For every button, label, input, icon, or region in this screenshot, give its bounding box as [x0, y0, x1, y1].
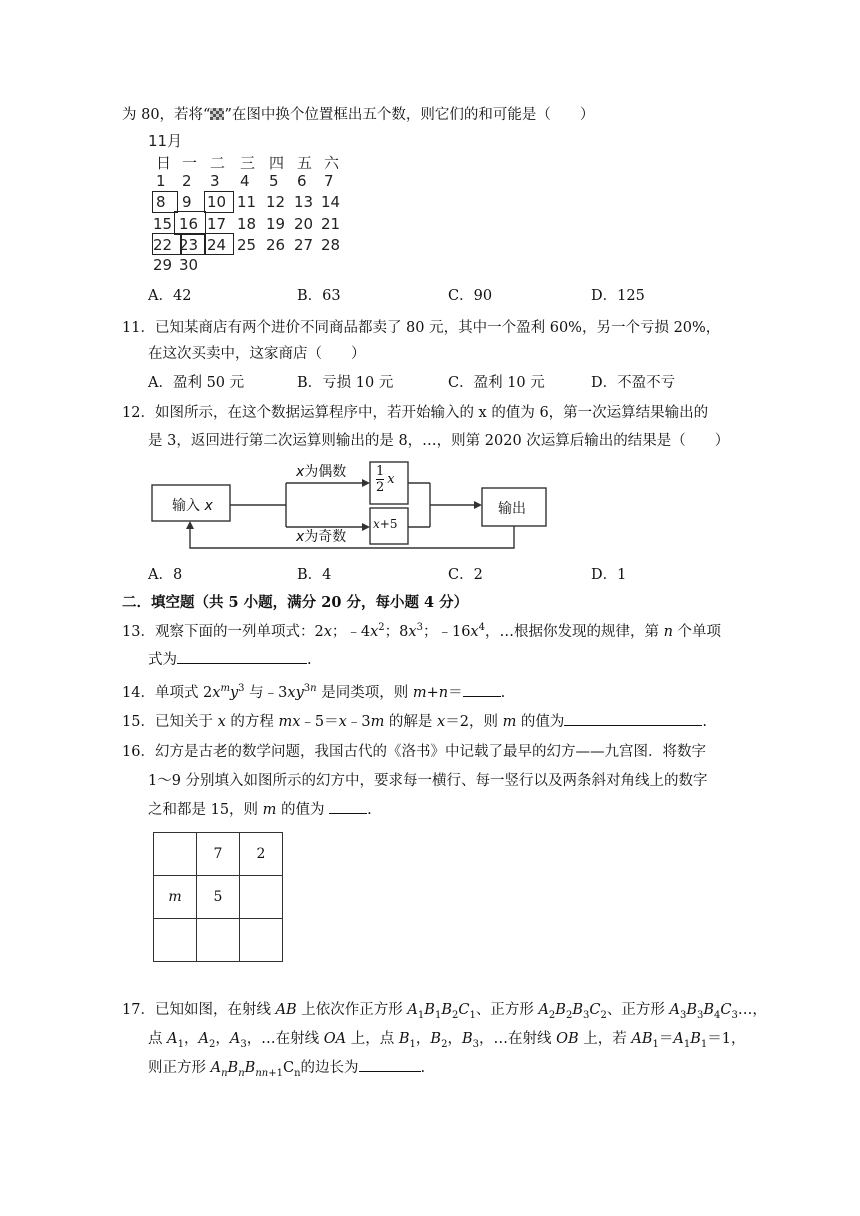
- q16-line3: 之和都是 15，则 m 的值为 .: [148, 802, 372, 818]
- answer-blank[interactable]: [359, 1071, 421, 1072]
- q11-option-b: B．亏损 10 元: [297, 375, 394, 391]
- q13-line1: 13．观察下面的一列单项式：2x；$﹣4x^2$；$8x^3$；$﹣16x^4$，…根据你发现的规律，第 n 个单项: [122, 622, 722, 640]
- calendar-month: 11月: [148, 132, 183, 150]
- q12-line1: 12．如图所示，在这个数据运算程序中，若开始输入的 x 的值为 6，第一次运算结果输出的: [122, 405, 709, 421]
- calendar-weekday: 日: [156, 154, 172, 172]
- q10-option-c: C．90: [448, 288, 493, 304]
- calendar-day: 29: [153, 256, 173, 274]
- calendar-day: 28: [321, 236, 341, 254]
- magic-cell: [154, 833, 197, 876]
- flow-half-box: $\frac{1}{2}$ x: [376, 464, 395, 495]
- calendar-day: 20: [294, 215, 314, 233]
- frame-box: [152, 191, 178, 213]
- calendar-day: 12: [266, 193, 286, 211]
- answer-blank[interactable]: [564, 725, 702, 726]
- calendar-weekday: 六: [324, 154, 340, 172]
- magic-cell: m: [154, 876, 197, 919]
- q12-line2: 是 3，返回进行第二次运算则输出的是 8，…，则第 2020 次运算后输出的结果是（ ）: [148, 433, 730, 449]
- q10-option-b: B．63: [297, 288, 341, 304]
- calendar-day: 27: [294, 236, 314, 254]
- q11-option-a: A．盈利 50 元: [148, 375, 245, 391]
- q12-option-c: C．2: [448, 567, 483, 583]
- calendar-weekday: 二: [210, 154, 226, 172]
- magic-cell: 5: [197, 876, 240, 919]
- magic-cell: [197, 919, 240, 962]
- q17-line1: 17．已知如图，在射线 AB 上依次作正方形 $A_1B_1B_2C_1$、正方形 $A_2B_2B_3C_2$、正方形 $A_3B_3B_4C_3\dots$，: [122, 1002, 767, 1021]
- q12-option-b: B．4: [297, 567, 332, 583]
- calendar-day: 2: [182, 172, 192, 190]
- q11-option-d: D．不盈不亏: [591, 375, 676, 391]
- calendar-day: 1: [156, 172, 166, 190]
- calendar-day: 13: [294, 193, 314, 211]
- q10-option-d: D．125: [591, 288, 645, 304]
- magic-cell: 2: [240, 833, 283, 876]
- flow-even-label: x为偶数: [296, 464, 347, 480]
- q10-option-a: A．42: [148, 288, 192, 304]
- q16-line1: 16．幻方是古老的数学问题，我国古代的《洛书》中记载了最早的幻方——九宫图．将数字: [122, 744, 706, 760]
- calendar-day: 4: [240, 172, 250, 190]
- calendar-day: 9: [182, 193, 192, 211]
- calendar-weekday: 五: [297, 154, 313, 172]
- calendar-weekday: 四: [269, 154, 285, 172]
- calendar-day: 26: [266, 236, 286, 254]
- magic-cell: [240, 919, 283, 962]
- calendar-day: 7: [324, 172, 334, 190]
- calendar-day: 25: [237, 236, 257, 254]
- frame-box: [204, 233, 234, 255]
- q12-option-d: D．1: [591, 567, 627, 583]
- q11-line2: 在这次买卖中，这家商店（ ）: [148, 346, 366, 362]
- magic-cell: 7: [197, 833, 240, 876]
- calendar-day: 30: [179, 256, 199, 274]
- flow-input-box: 输入 x: [172, 498, 213, 514]
- calendar-day: 3: [210, 172, 220, 190]
- flow-odd-label: x为奇数: [296, 529, 347, 545]
- q13-line2: 式为 .: [148, 652, 312, 668]
- q11-option-c: C．盈利 10 元: [448, 375, 545, 391]
- calendar-day: 16: [179, 215, 199, 233]
- q17-line3: 则正方形 $A_nB_nB_{nn+1}C_n$的边长为 .: [148, 1060, 426, 1079]
- calendar-day: 21: [321, 215, 341, 233]
- calendar-day: 5: [269, 172, 279, 190]
- answer-blank[interactable]: [177, 663, 307, 664]
- checkered-icon: [210, 108, 224, 120]
- section-2-heading: 二．填空题（共 5 小题，满分 20 分，每小题 4 分）: [122, 594, 469, 611]
- frame-box: [152, 233, 182, 255]
- calendar-day: 17: [207, 215, 227, 233]
- frame-box: [174, 211, 206, 235]
- q10-stem: 为 80，若将“ ”在图中换个位置框出五个数，则它们的和可能是（ ）: [122, 107, 595, 123]
- frame-box: [204, 191, 234, 213]
- frame-box: [180, 233, 206, 255]
- calendar-day: 19: [266, 215, 286, 233]
- calendar-figure: [148, 130, 348, 274]
- calendar-day: 10: [207, 193, 227, 211]
- magic-square: [153, 832, 283, 962]
- magic-cell: [240, 876, 283, 919]
- calendar-day: 22: [153, 236, 173, 254]
- q11-line1: 11．已知某商店有两个进价不同商品都卖了 80 元，其中一个盈利 60%，另一个亏损 20%，: [122, 320, 721, 336]
- q15-line: 15．已知关于 x 的方程 mx﹣5＝x﹣3m 的解是 x＝2，则 m 的值为 .: [122, 714, 708, 730]
- calendar-day: 15: [153, 215, 173, 233]
- q12-option-a: A．8: [148, 567, 183, 583]
- flow-plus5-box: x+5: [373, 517, 398, 531]
- flow-output-box: 输出: [498, 501, 526, 517]
- answer-blank[interactable]: [463, 696, 501, 697]
- calendar-day: 8: [156, 193, 166, 211]
- calendar-weekday: 三: [240, 154, 256, 172]
- answer-blank[interactable]: [329, 813, 367, 814]
- magic-cell: [154, 919, 197, 962]
- flowchart: [150, 458, 550, 558]
- calendar-day: 24: [207, 236, 227, 254]
- q14-line: 14．单项式 $2x^my^3$ 与$﹣3xy^{3n}$ 是同类项，则 m+n＝ .: [122, 683, 506, 701]
- calendar-day: 14: [321, 193, 341, 211]
- q17-line2: 点 $A_1$，$A_2$，$A_3$，…在射线 OA 上，点 $B_1$，$B_2$，$B_3$，…在射线 OB 上，若 $AB_1=A_1B_1=1$，: [148, 1031, 746, 1050]
- calendar-day: 6: [297, 172, 307, 190]
- calendar-day: 11: [237, 193, 257, 211]
- calendar-day: 23: [179, 236, 199, 254]
- calendar-weekday: 一: [182, 154, 198, 172]
- q16-line2: 1～9 分别填入如图所示的幻方中，要求每一横行、每一竖行以及两条斜对角线上的数字: [148, 773, 708, 789]
- calendar-day: 18: [237, 215, 257, 233]
